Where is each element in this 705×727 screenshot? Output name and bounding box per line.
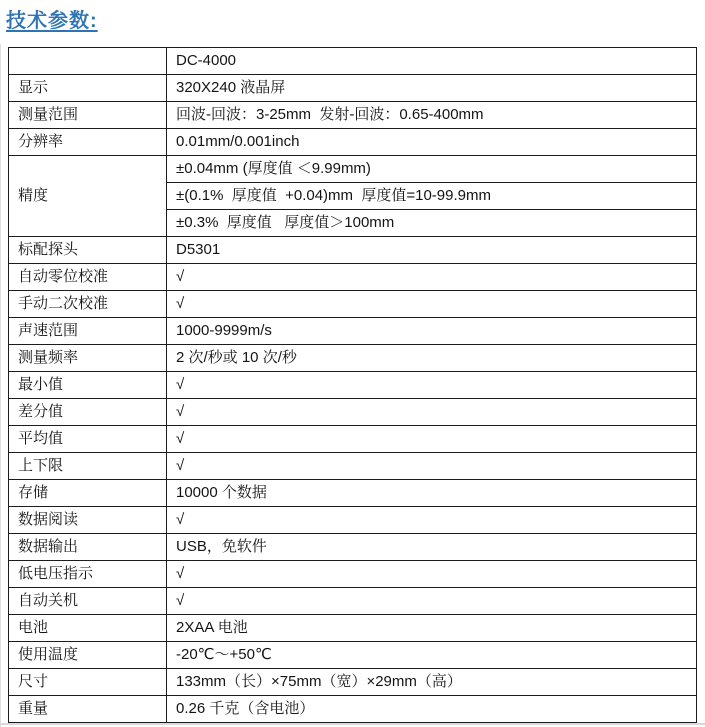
row-label-cell: 标配探头 bbox=[9, 237, 167, 264]
row-value-cell: D5301 bbox=[167, 237, 697, 264]
table-row bbox=[9, 318, 697, 345]
row-value-cell: 1000-9999m/s bbox=[167, 318, 697, 345]
page-title: 技术参数: bbox=[6, 10, 98, 32]
row-label-cell: 手动二次校准 bbox=[9, 291, 167, 318]
table-row bbox=[9, 588, 697, 615]
row-label-cell: 自动零位校准 bbox=[9, 264, 167, 291]
table-row bbox=[9, 561, 697, 588]
row-value-cell: -20℃～+50℃ bbox=[167, 642, 697, 669]
table-row bbox=[9, 507, 697, 534]
row-label-cell: 声速范围 bbox=[9, 318, 167, 345]
row-value-cell: √ bbox=[167, 561, 697, 588]
row-value-cell: √ bbox=[167, 291, 697, 318]
row-value-cell: 0.01mm/0.001inch bbox=[167, 129, 697, 156]
table-row bbox=[9, 696, 697, 723]
row-value-cell: USB，免软件 bbox=[167, 534, 697, 561]
row-label-cell: 重量 bbox=[9, 696, 167, 723]
model-value-cell: DC-4000 bbox=[167, 48, 697, 75]
row-label-cell: 最小值 bbox=[9, 372, 167, 399]
table-row bbox=[9, 453, 697, 480]
row-value-cell: 回波-回波：3-25mm 发射-回波：0.65-400mm bbox=[167, 102, 697, 129]
row-value-cell: √ bbox=[167, 426, 697, 453]
row-value-cell: ±0.3% 厚度值 厚度值＞100mm bbox=[167, 210, 697, 237]
row-value-cell: 2XAA 电池 bbox=[167, 615, 697, 642]
row-value-cell: 10000 个数据 bbox=[167, 480, 697, 507]
row-label-cell: 电池 bbox=[9, 615, 167, 642]
row-label-cell: 测量频率 bbox=[9, 345, 167, 372]
row-value-cell: 2 次/秒或 10 次/秒 bbox=[167, 345, 697, 372]
page-edge-left-line bbox=[0, 44, 1, 727]
table-row bbox=[9, 48, 697, 75]
row-label-cell: 精度 bbox=[9, 156, 167, 237]
row-label-cell: 存储 bbox=[9, 480, 167, 507]
row-value-cell: ±0.04mm (厚度值 ＜9.99mm) bbox=[167, 156, 697, 183]
table-row bbox=[9, 291, 697, 318]
table-row bbox=[9, 426, 697, 453]
model-header-cell bbox=[9, 48, 167, 75]
table-row bbox=[9, 237, 697, 264]
row-label-cell: 自动关机 bbox=[9, 588, 167, 615]
row-label-cell: 显示 bbox=[9, 75, 167, 102]
table-row bbox=[9, 345, 697, 372]
row-label-cell: 测量范围 bbox=[9, 102, 167, 129]
row-value-cell: √ bbox=[167, 588, 697, 615]
row-value-cell: √ bbox=[167, 372, 697, 399]
table-row bbox=[9, 75, 697, 102]
table-row bbox=[9, 102, 697, 129]
spec-table bbox=[8, 47, 697, 723]
row-value-cell: 320X240 液晶屏 bbox=[167, 75, 697, 102]
row-label-cell: 数据输出 bbox=[9, 534, 167, 561]
table-row bbox=[9, 372, 697, 399]
row-value-cell: 0.26 千克（含电池） bbox=[167, 696, 697, 723]
row-label-cell: 使用温度 bbox=[9, 642, 167, 669]
row-value-cell: √ bbox=[167, 399, 697, 426]
row-label-cell: 低电压指示 bbox=[9, 561, 167, 588]
row-label-cell: 差分值 bbox=[9, 399, 167, 426]
page-edge-bottom-line bbox=[0, 723, 705, 725]
row-label-cell: 尺寸 bbox=[9, 669, 167, 696]
row-label-cell: 上下限 bbox=[9, 453, 167, 480]
row-value-cell: √ bbox=[167, 453, 697, 480]
table-row bbox=[9, 615, 697, 642]
table-row bbox=[9, 264, 697, 291]
table-row bbox=[9, 669, 697, 696]
row-label-cell: 数据阅读 bbox=[9, 507, 167, 534]
row-label-cell: 分辨率 bbox=[9, 129, 167, 156]
table-row bbox=[9, 534, 697, 561]
table-row bbox=[9, 642, 697, 669]
row-value-cell: √ bbox=[167, 264, 697, 291]
table-row bbox=[9, 156, 697, 183]
row-value-cell: √ bbox=[167, 507, 697, 534]
table-row bbox=[9, 129, 697, 156]
table-row bbox=[9, 399, 697, 426]
row-label-cell: 平均值 bbox=[9, 426, 167, 453]
table-row bbox=[9, 480, 697, 507]
row-value-cell: ±(0.1% 厚度值 +0.04)mm 厚度值=10-99.9mm bbox=[167, 183, 697, 210]
row-value-cell: 133mm（长）×75mm（宽）×29mm（高） bbox=[167, 669, 697, 696]
